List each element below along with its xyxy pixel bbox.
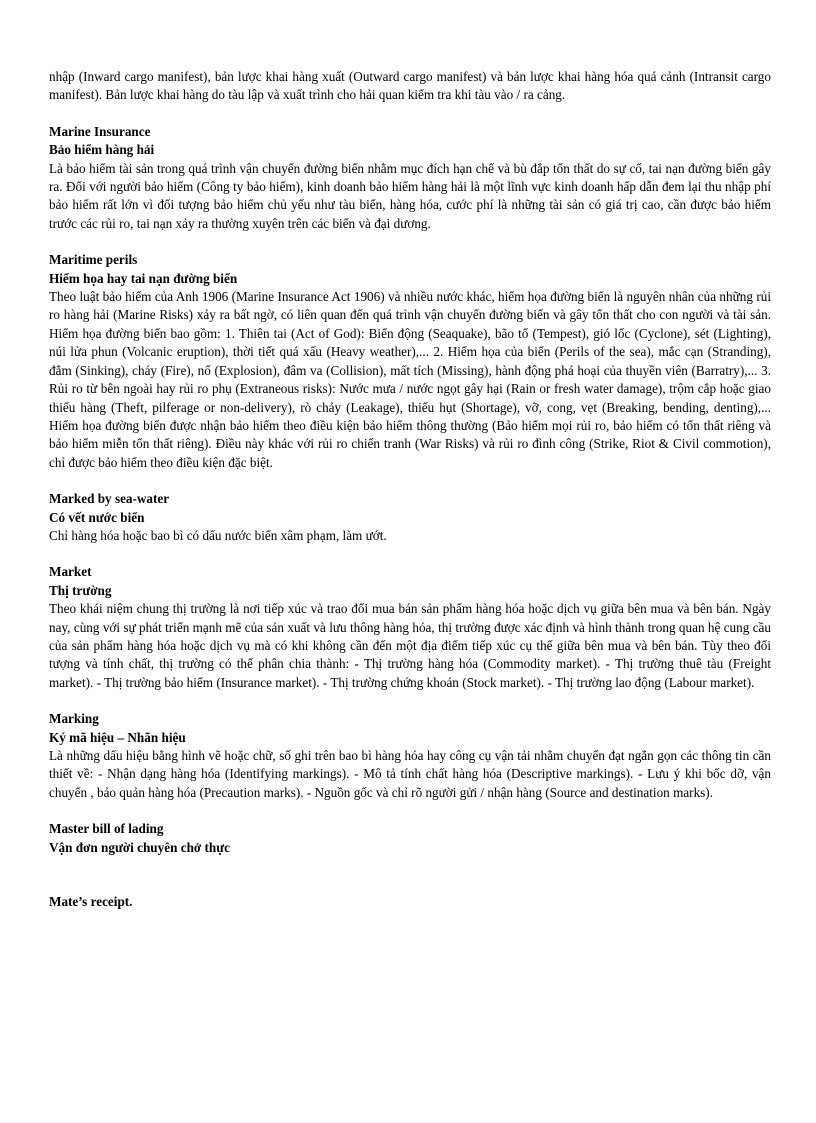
entry-definition: Là bảo hiểm tài sản trong quá trình vận chuyển đường biển nhằm mục đích hạn chế và bù đắp tổn thất do sự cố, tai nạn đường biển gây ra. Đối với người bảo hiểm (Công ty bảo hiểm), kinh doanh bảo hiểm hàng hải là một lĩnh vực kinh doanh hấp dẫn đem lại thu nhập phí bảo hiểm rất lớn vì đối tượng bảo hiểm chủ yếu như tàu biển, hàng hóa, cước phí là những tài sản có giá trị cao, cần được bảo hiểm trước các rủi ro, tai nạn xảy ra thường xuyên trên các biển và đại dương. bbox=[49, 160, 771, 231]
entry-term: Market bbox=[49, 564, 92, 580]
glossary-entry-marine-insurance bbox=[49, 123, 771, 233]
entry-term: Marine Insurance bbox=[49, 123, 151, 139]
entry-translation: Có vết nước biển bbox=[49, 509, 145, 525]
entry-definition: Là những dấu hiệu bằng hình vẽ hoặc chữ, số ghi trên bao bì hàng hóa hay công cụ vận tải nhằm chuyển đạt ngắn gọn các thông tin cần thiết về: - Nhận dạng hàng hóa (Identifying markings). - Mô tả tính chất hàng hóa (Descriptive markings). - Lưu ý khi bốc dỡ, vận chuyển , bảo quản hàng hóa (Precaution marks). - Nguồn gốc và chỉ rõ người gửi / nhận hàng (Source and destination marks). bbox=[49, 748, 771, 800]
entry-term: Marking bbox=[49, 711, 99, 727]
glossary-entry-maritime-perils bbox=[49, 251, 771, 472]
intro-paragraph: nhập (Inward cargo manifest), bản lược khai hàng xuất (Outward cargo manifest) và bản lược khai hàng hóa quá cảnh (Intransit cargo manifest). Bản lược khai hàng do tàu lập và xuất trình cho hải quan kiểm tra khi tàu vào / ra cảng. bbox=[49, 69, 771, 103]
entry-definition: Theo luật bảo hiểm của Anh 1906 (Marine Insurance Act 1906) và nhiều nước khác, hiểm họa đường biển là nguyên nhân của những rủi ro hàng hải (Marine Risks) xảy ra bất ngờ, có liên quan đến quá trình vận chuyển đường biển và gây tổn thất cho con người và tài sản. Hiểm họa đường biển bao gồm: 1. Thiên tai (Act of God): Biển động (Seaquake), bão tố (Tempest), gió lốc (Cyclone), sét (Lighting), núi lửa phun (Volcanic eruption), thời tiết quá xấu (Heavy weather),... 2. Hiểm họa của biển (Perils of the sea), mắc cạn (Stranding), đắm (Sinking), cháy (Fire), nổ (Explosion), đâm va (Collision), mất tích (Missing), hành động phá hoại của thuyền viên (Barratry),... 3. Rủi ro từ bên ngoài hay rủi ro phụ (Extraneous risks): Nước mưa / nước ngọt gây hại (Rain or fresh water damage), trộm cắp hoặc giao thiếu hàng (Theft, pilferage or non-delivery), rò chảy (Leakage), thiếu hụt (Shortage), vỡ, cong, vẹt (Breaking, bending, denting),... Hiểm họa đường biển được nhận bảo hiểm theo điều kiện bảo hiểm thông thường (Bảo hiểm mọi rủi ro, bảo hiểm có tổn thất riêng và bảo hiểm miễn tổn thất riêng). Điều này khác với rủi ro chiến tranh (War Risks) và rủi ro đình công (Strike, Riot & Civil commotion), chỉ được bảo hiểm theo điều kiện đặc biệt. bbox=[49, 289, 771, 470]
glossary-entry-market bbox=[49, 563, 771, 692]
entry-term: Maritime perils bbox=[49, 252, 138, 268]
glossary-entry-master-bill-of-lading bbox=[49, 820, 771, 857]
glossary-entry-marked-by-sea-water bbox=[49, 490, 771, 545]
blank-line bbox=[49, 875, 771, 893]
entry-term-mates-receipt: Mate’s receipt. bbox=[49, 894, 133, 910]
entry-definition: Chỉ hàng hóa hoặc bao bì có dấu nước biển xâm phạm, làm ướt. bbox=[49, 527, 387, 543]
entry-definition: Theo khái niệm chung thị trường là nơi tiếp xúc và trao đổi mua bán sản phẩm hàng hóa hoặc dịch vụ giữa bên mua và bên bán. Ngày nay, cùng với sự phát triển mạnh mẽ của sản xuất và lưu thông hàng hóa, thị trường được xác định và hình thành trong quan hệ cung cầu của sản phẩm hàng hóa hoặc dịch vụ mà có khi không cần đến một địa điểm tiếp xúc cụ thể giữa bên mua và bên bán. Tùy theo đối tượng và tính chất, thị trường có thể phân chia thành: - Thị trường hàng hóa (Commodity market). - Thị trường thuê tàu (Freight market). - Thị trường bảo hiểm (Insurance market). - Thị trường chứng khoán (Stock market). - Thị trường lao động (Labour market). bbox=[49, 601, 771, 690]
entry-translation: Thị trường bbox=[49, 582, 112, 598]
entry-translation: Hiểm họa hay tai nạn đường biển bbox=[49, 270, 238, 286]
entry-translation: Ký mã hiệu – Nhãn hiệu bbox=[49, 729, 186, 745]
entry-translation: Vận đơn người chuyên chở thực bbox=[49, 839, 230, 855]
document-page bbox=[49, 68, 771, 911]
entry-term: Marked by sea-water bbox=[49, 491, 170, 507]
entry-term: Master bill of lading bbox=[49, 821, 164, 837]
entry-translation: Bảo hiểm hàng hải bbox=[49, 142, 155, 158]
glossary-entry-marking bbox=[49, 710, 771, 802]
